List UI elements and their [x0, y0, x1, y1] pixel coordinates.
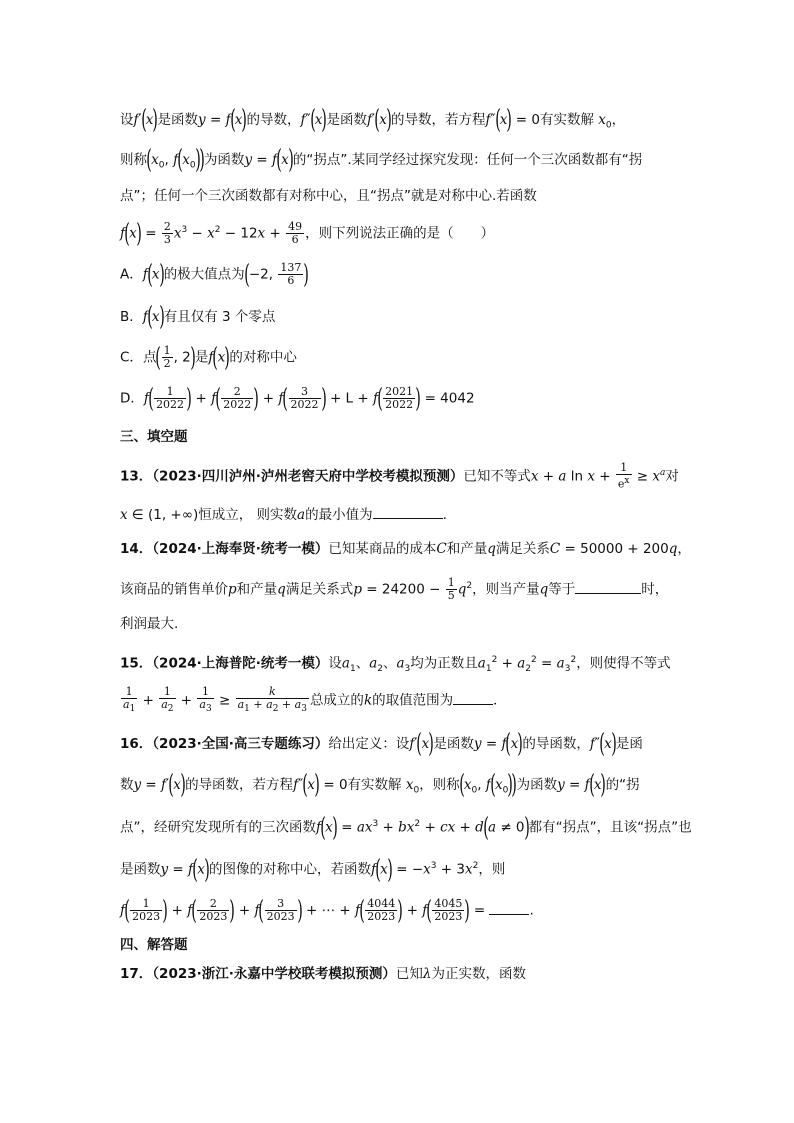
text: 时， [641, 581, 669, 598]
text: 是 [194, 349, 209, 366]
question-16-line-1: 16．（2023·全国·高三专题练习）给出定义：设f′(x)是函数y = f(x)的导函数，f″(x)是函 [120, 729, 643, 759]
text: 为正实数，函数 [431, 966, 526, 982]
heading-text: 三、填空题 [120, 429, 188, 445]
text: 给出定义：设 [328, 736, 410, 752]
question-17-line-1: 17．（2023·浙江·永嘉中学校联考模拟预测）已知λ为正实数，函数 [120, 966, 526, 982]
question-16-line-4: 是函数y = f(x)的图像的对称中心，若函数$f(x) = -x^3 + 3x^2$，则 [120, 854, 506, 885]
text: 的导函数，若方程 [185, 777, 294, 793]
question-14-line-1: 14．（2024·上海奉贤·统考一模）已知某商品的成本C和产量q满足关系C = 50000 + 200q， [120, 541, 691, 557]
text: 的图像的对称中心，若函数 [208, 861, 371, 878]
question-number: 15． [120, 655, 153, 672]
option-a: A．f(x)的极大值点为(−2, $\frac{137}{6}$ ) [120, 259, 310, 290]
text: 均为正数且 [410, 655, 478, 672]
text: ，则称 [419, 777, 460, 793]
text: ，则下列说法正确的是（ ） [305, 225, 495, 242]
text: 的极大值点为 [163, 266, 245, 283]
option-c: C．点( $\frac{1}{2}$ , 2)是f(x)的对称中心 [120, 342, 297, 373]
text: 利润最大. [120, 616, 179, 632]
text: 有且仅有 3 个零点 [163, 309, 276, 325]
answer-blank[interactable] [373, 504, 443, 519]
text: 总成立的 [309, 692, 364, 709]
question-16-line-3: 点”，经研究发现所有的三次函数$f(x) = ax^3 + bx^2$ + cx + d(a ≠ 0)都有“拐点”，且该“拐点”也 [120, 812, 692, 843]
text: 和产量 [446, 541, 488, 557]
text: ，则使得不等式 [576, 655, 671, 672]
text: 点”，经研究发现所有的三次函数 [120, 819, 316, 836]
option-label: C． [120, 349, 143, 366]
question-source: （2024·上海奉贤·统考一模） [152, 541, 329, 557]
heading-text: 四、解答题 [120, 937, 188, 953]
text: 的“拐点”.某同学经过探究发现：任何一个三次函数都有“拐 [292, 152, 643, 168]
text: 数 [120, 777, 134, 793]
question-14-line-2: 该商品的销售单价p和产量q满足关系式p = 24200 − $\frac{1}{5}$ $q^2$，则当产量q等于 时， [120, 576, 669, 602]
text: 的对称中心 [229, 349, 297, 366]
question-number: 14． [120, 541, 153, 557]
answer-blank[interactable] [453, 690, 493, 705]
text: 已知 [395, 966, 423, 982]
answer-blank[interactable] [489, 900, 529, 915]
text: ，则当产量 [472, 581, 540, 598]
text: 恒成立， 则实数 [198, 507, 298, 523]
text: 的“拐 [605, 777, 640, 793]
question-number: 17． [120, 966, 153, 982]
function-definition: f(x) = $\frac{2}{3}$ $x^3 - x^2 - 12x$ + $\frac{49}{6}$ ，则下列说法正确的是（ ） [120, 218, 495, 249]
text: 的最小值为 [305, 507, 373, 523]
text: 则称 [120, 152, 147, 168]
option-label: B． [120, 309, 143, 325]
text: 为函数 [516, 777, 558, 793]
text: 是函数 [120, 861, 161, 878]
text: 已知某商品的成本 [328, 541, 437, 557]
text: 是函数 [157, 112, 199, 128]
intro-line-1: 设f′(x)是函数y = f(x)的导数，f″(x)是函数f′(x)的导数，若方程f″(x) = 0有实数解 $x_0$， [120, 105, 626, 135]
option-b: B．f(x)有且仅有 3 个零点 [120, 302, 276, 332]
question-source: （2023·四川泸州·泸州老窖天府中学校考模拟预测） [152, 468, 464, 485]
section-heading-fill-in [120, 427, 188, 447]
answer-blank[interactable] [575, 579, 641, 594]
text: 满足关系式 [285, 581, 354, 598]
text: 已知不等式 [463, 468, 531, 485]
text: 和产量 [236, 581, 278, 598]
question-number: 16． [120, 736, 153, 752]
text: 的导函数， [522, 736, 590, 752]
option-label: D． [120, 390, 144, 407]
option-label: A． [120, 266, 143, 283]
question-15-line-1: 15．（2024·上海普陀·统考一模）设$a_1$、$a_2$、$a_3$均为正数且$a_1^2 + a_2^2 = a_3^2$，则使得不等式 [120, 655, 671, 675]
question-number: 13． [120, 468, 153, 485]
question-14-line-3 [120, 614, 178, 634]
option-d: D．f( $\frac{1}{2022}$ ) + f( $\frac{2}{2022}$ ) + f( $\frac{3}{2022}$ ) + L + f( $\frac{2021}{2022}$ ) = 4042 [120, 383, 475, 414]
question-source: （2023·全国·高三专题练习） [152, 736, 329, 752]
text: 都有“拐点”，且该“拐点”也 [528, 819, 692, 836]
text: 的导数，若方程 [391, 112, 486, 128]
text: 的导数， [246, 112, 301, 128]
question-13-line-1: 13．（2023·四川泸州·泸州老窖天府中学校考模拟预测）已知不等式x + a ln x + $\frac{1}{e^x}$ ≥ $x^a$对 [120, 461, 679, 491]
question-16-line-5: f( $\frac{1}{2023}$ ) + f( $\frac{2}{2023}$ ) + f( $\frac{3}{2023}$ ) + ⋯ + f( $\frac{4044}{2023}$ ) + f( $\frac{4045}{2023}$ ) = . [120, 895, 534, 926]
text: 为函数 [203, 152, 245, 168]
text: 设 [328, 655, 342, 672]
text: 是函数 [326, 112, 367, 128]
question-source: （2024·上海普陀·统考一模） [152, 655, 329, 672]
text: 是函 [615, 736, 643, 752]
text: 该商品的销售单价 [120, 581, 228, 598]
text: 等于 [548, 581, 576, 598]
text: 设 [120, 112, 134, 128]
question-16-line-2: 数y = f′(x)的导函数，若方程f″(x) = 0有实数解 $x_0$，则称($x_0$, $f(x_0)$)为函数y = f(x)的“拐 [120, 770, 640, 800]
text: 满足关系 [495, 541, 550, 557]
section-heading-solve [120, 935, 188, 955]
intro-line-3 [120, 186, 537, 206]
intro-line-2: 则称($x_0$, $f(x_0)$)为函数y = f(x)的“拐点”.某同学经过探究发现：任何一个三次函数都有“拐 [120, 145, 643, 175]
text: 点”；任何一个三次函数都有对称中心，且“拐点”就是对称中心.若函数 [120, 188, 537, 204]
question-13-line-2: x ∈ (1, +∞)恒成立， 则实数a的最小值为 . [120, 504, 447, 525]
text: 的取值范围为 [372, 692, 454, 709]
text: ，则 [478, 861, 506, 878]
text: 点 [142, 349, 157, 366]
text: 是函数 [433, 736, 474, 752]
text: 有实数解 [539, 112, 594, 128]
text: 有实数解 [347, 777, 402, 793]
question-source: （2023·浙江·永嘉中学校联考模拟预测） [152, 966, 396, 982]
question-15-line-2: $\frac{1}{a_1}$ + $\frac{1}{a_2}$ + $\frac{1}{a_3}$ ≥ $\frac{k}{a_1 + a_2 + a_3}$ 总成立的k的取值范围为 ． [123, 685, 507, 715]
text: 对 [665, 468, 679, 485]
